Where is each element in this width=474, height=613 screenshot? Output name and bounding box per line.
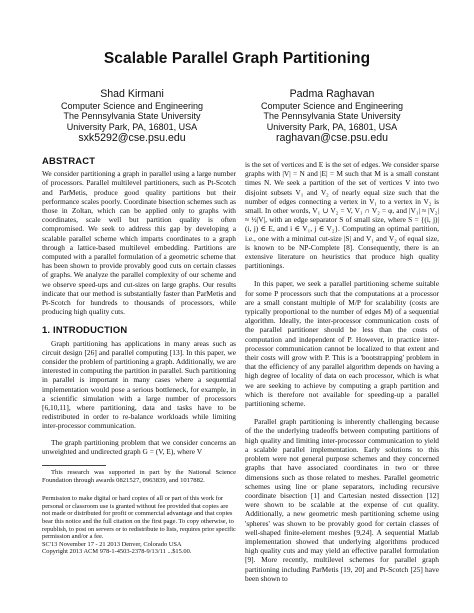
copyright-line: Copyright 2013 ACM 978-1-4503-2378-9/13/11 ...$15.00. <box>42 548 192 556</box>
author-email: raghavan@cse.psu.edu <box>275 132 389 145</box>
author-email: sxk5292@cse.psu.edu <box>78 132 186 145</box>
intro-paragraph-2: The graph partitioning problem that we consider concerns an unweighted and undirected graph G = (V, E), where V <box>42 437 236 456</box>
author-block-1 <box>32 88 232 144</box>
author-city: University Park, PA, 16801, USA <box>266 121 398 132</box>
author-department: Computer Science and Engineering <box>60 101 204 111</box>
permission-notice <box>42 495 236 556</box>
left-column <box>42 156 236 556</box>
author-university: The Pennsylvania State University <box>63 111 201 122</box>
introduction-heading: 1. INTRODUCTION <box>42 324 128 336</box>
paper-title: Scalable Parallel Graph Partitioning <box>103 50 371 67</box>
right-column <box>245 160 439 583</box>
body-paragraph-2: In this paper, we seek a parallel partitioning scheme suitable for some P processors such that the computations at a processor are a small constant multiple of M/P for scalability (costs are typically proportional to the number of edges M) of a sequential algorithm. Ideally, the inter-processor communication costs of the parallel partitioner should be less than the costs of computation and independent of P. However, in practice inter-processor communication cannot be localized to that extent and their costs will grow with P. This is a 'bootstrapping' problem in that the efficiency of any parallel algorithm depends on having a high degree of locality of data on each processor, which is what we are seeking to achieve by computing a graph partition and which is therefore not available for speeding-up a parallel partitioning scheme. <box>245 279 439 409</box>
author-block-2 <box>232 88 432 144</box>
permission-line: permission and/or a fee. <box>42 533 104 541</box>
permission-line: Permission to make digital or hard copies of all or part of this work for <box>42 495 224 503</box>
author-name: Padma Raghavan <box>289 88 375 100</box>
intro-paragraph-1: Graph partitioning has applications in many areas such as circuit design [26] and parallel computing [13]. In this paper, we consider the problem of partitioning a graph. Additionally, we are interested in computing the partition in parallel. Such partitioning in parallel is important in many cases where a sequential implementation would pose a serious bottleneck, for example, in a scientific simulation with a large number of processors [6,10,11], where partitioning, data and tasks have to be redistributed in order to re-balance workloads while limiting inter-processor communication. <box>42 338 236 431</box>
permission-line: bear this notice and the full citation on the first page. To copy otherwise, to <box>42 518 234 526</box>
body-paragraph-3: Parallel graph partitioning is inherently challenging because of the the underlying tradeoffs between computing partitions of high quality and limiting inter-processor communication to yield a scalable parallel implementation. Early solutions to this problem were not general purpose schemes and they concerned graphs that have associated coordinates in two or three dimensions such as those related to meshes. Parallel geometric schemes using line or plane separators, including recursive coordinate bisection [1] and Cartesian nested dissection [12] were shown to be scalable at the expense of cut quality. Additionally, a new geometric mesh partitioning scheme using 'spheres' was shown to be provably good for certain classes of well-shaped finite-element meshes [9,24]. A sequential Matlab implementation showed that underlying algorithms produced high quality cuts and may yield an effective parallel formulation [9]. More recently, multilevel schemes for parallel graph partitioning including ParMetis [19, 20] and Pt-Scotch [25] have been shown to <box>245 417 439 583</box>
funding-footnote: This research was supported in part by the National Science Foundation through awards 0821527, 0963839, and 1017882. <box>42 469 236 485</box>
abstract-text: We consider partitioning a graph in parallel using a large number of processors. Parallel multilevel partitioners, such as Pt-Scotch and ParMetis, produce good quality partitions but their performance scales poorly. Coordinate bisection schemes such as those in Zoltan, which can be applied only to graphs with coordinates, scale well but partition quality is often compromised. We seek to address this gap by developing a scalable parallel scheme which imparts coordinates to a graph through a lattice-based multilevel embedding. Partitions are computed with a parallel formulation of a geometric scheme that has been shown to provide provably good cuts on certain classes of graphs. We analyze the parallel complexity of our scheme and we observe speed-ups and cut-sizes on large graphs. Our results indicate that our method is substantially faster than ParMetis and Pt-Scotch for hundreds to thousands of processors, while producing high quality cuts. <box>42 169 236 317</box>
permission-line: not made or distributed for profit or commercial advantage and that copies <box>42 510 233 518</box>
author-name: Shad Kirmani <box>100 88 164 100</box>
body-paragraph-1: is the set of vertices and E is the set of edges. We consider sparse graphs with |V| = N and |E| = M such that M is a small constant times N. We seek a partition of the set of vertices V into two disjoint subsets V₁ and V₂ of nearly equal size such that the number of edges connecting a vertex in V₁ to a vertex in V₂ is small. In other words, V₁ ∪ V₂ = V, V₁ ∩ V₂ = φ, and |V₁| ≈ |V₂| ≈ ½|V|, with an edge separator S of small size, where S = {(i, j)|(i, j) ∈ E, and i ∈ V₁, j ∈ V₂}. Computing an optimal partition, i.e., one with a minimal cut-size |S| and V₁ and V₂ of equal size, is known to be NP-Complete [8]. Consequently, there is an extensive literature on heuristics that produce high quality partitionings. <box>245 160 439 271</box>
author-university: The Pennsylvania State University <box>263 111 401 122</box>
footnote-rule <box>42 465 106 466</box>
permission-line: republish, to post on servers or to redistribute to lists, requires prior specific <box>42 525 236 533</box>
permission-line: personal or classroom use is granted without fee provided that copies are <box>42 502 229 510</box>
conference-line: SC'13 November 17 - 21 2013 Denver, Colorado USA <box>42 540 182 548</box>
abstract-heading: ABSTRACT <box>42 155 96 166</box>
author-department: Computer Science and Engineering <box>260 101 404 111</box>
author-city: University Park, PA, 16801, USA <box>66 121 198 132</box>
